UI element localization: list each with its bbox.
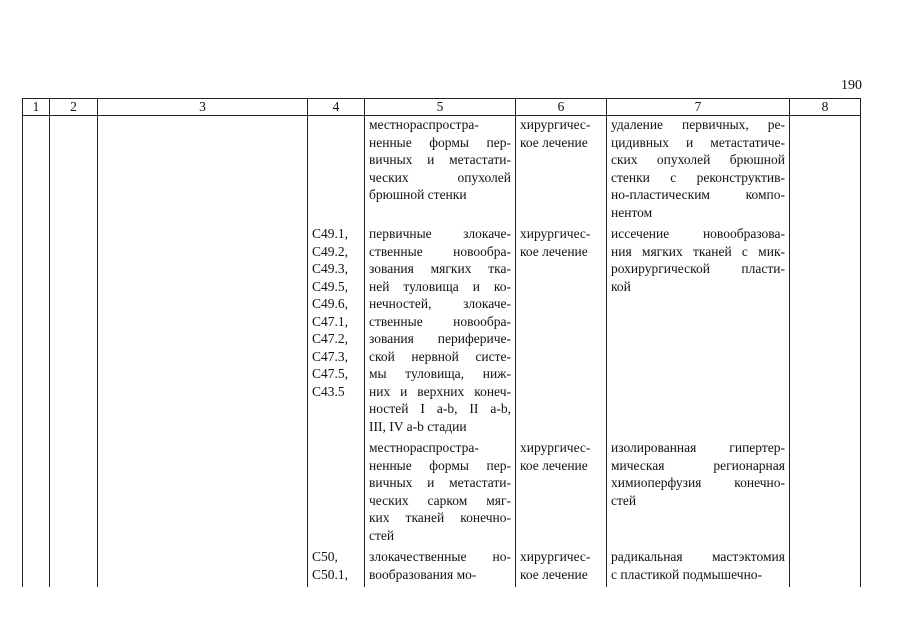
treatment-method-line: ских опухолей брюшной — [611, 152, 785, 167]
condition-description-line: ней туловища и ко- — [369, 278, 511, 294]
column-header-6: 6 — [516, 99, 607, 116]
column-header-2: 2 — [50, 99, 98, 116]
condition-description-line: III, IV a-b стадии — [369, 418, 467, 434]
diagnosis-codes-line: C47.2, — [312, 331, 349, 346]
treatment-method-line: но-пластическим компо- — [611, 187, 785, 202]
empty-cell — [98, 225, 308, 439]
diagnosis-codes-line: C49.6, — [312, 296, 349, 311]
column-header-4: 4 — [308, 99, 365, 116]
diagnosis-codes-line: C47.5, — [312, 366, 349, 381]
treatment-method — [607, 548, 790, 587]
treatment-type-line: хирургичес- — [520, 549, 591, 564]
treatment-method — [607, 439, 790, 548]
condition-description-line: зования мягких тка- — [369, 261, 511, 276]
diagnosis-codes-line: C49.3, — [312, 261, 349, 276]
diagnosis-codes-line: C49.5, — [312, 278, 349, 294]
empty-cell — [790, 439, 861, 548]
condition-description-line: вичных и метастати- — [369, 475, 511, 490]
table-body — [23, 116, 861, 588]
diagnosis-codes — [308, 225, 365, 439]
treatment-method-line: химиоперфузия конечно- — [611, 475, 785, 490]
treatment-method-line: изолированная гипертер- — [611, 440, 785, 455]
condition-description-line: мы туловища, ниж- — [369, 366, 511, 381]
empty-cell — [98, 116, 308, 226]
diagnosis-codes-line: C49.2, — [312, 243, 349, 259]
diagnosis-codes-line: C50.1, — [312, 566, 349, 582]
column-header-5: 5 — [365, 99, 516, 116]
empty-cell — [98, 548, 308, 587]
diagnosis-codes — [308, 548, 365, 587]
column-header-1: 1 — [23, 99, 50, 116]
treatment-method-line: с пластикой подмышечно- — [611, 566, 763, 582]
condition-description-line: ской нервной систе- — [369, 348, 511, 364]
page-number: 190 — [841, 78, 862, 93]
condition-description-line: ственные новообра- — [369, 313, 511, 329]
condition-description-line: ненные формы пер- — [369, 134, 511, 150]
condition-description-line: брюшной стенки — [369, 187, 467, 202]
condition-description-line: местнораспростра- — [369, 117, 479, 132]
table-row — [23, 116, 861, 226]
empty-cell — [50, 225, 98, 439]
treatment-method-line: нентом — [611, 204, 653, 220]
condition-description-line: ственные новообра- — [369, 243, 511, 259]
condition-description-line: них и верхних конеч- — [369, 383, 511, 399]
empty-cell — [50, 548, 98, 587]
empty-cell — [790, 116, 861, 226]
condition-description-line: вообразования мо- — [369, 566, 477, 582]
treatment-type — [516, 548, 607, 587]
treatment-method-line: кой — [611, 278, 631, 294]
condition-description-line: злокачественные но- — [369, 549, 511, 564]
treatment-method-line: стенки с реконструктив- — [611, 169, 785, 185]
condition-description-line: стей — [369, 527, 395, 543]
treatment-method-line: радикальная мастэктомия — [611, 549, 785, 564]
empty-cell — [790, 548, 861, 587]
condition-description-line: зования перифериче- — [369, 331, 511, 346]
diagnosis-codes — [308, 439, 365, 548]
empty-cell — [50, 116, 98, 226]
column-header-3: 3 — [98, 99, 308, 116]
diagnosis-codes-line: C47.3, — [312, 348, 349, 364]
diagnosis-codes — [308, 116, 365, 226]
condition-description-line: ненные формы пер- — [369, 457, 511, 473]
treatment-type — [516, 439, 607, 548]
table-row — [23, 548, 861, 587]
diagnosis-codes-line: C47.1, — [312, 313, 349, 329]
condition-description — [365, 225, 516, 439]
column-header-8: 8 — [790, 99, 861, 116]
treatment-type — [516, 116, 607, 226]
condition-description-line: первичные злокаче- — [369, 226, 511, 241]
treatment-type-line: хирургичес- — [520, 440, 591, 455]
condition-description-line: ческих сарком мяг- — [369, 492, 511, 508]
treatment-method-line: иссечение новообразова- — [611, 226, 785, 241]
empty-cell — [23, 439, 50, 548]
empty-cell — [23, 548, 50, 587]
treatment-method — [607, 116, 790, 226]
condition-description — [365, 548, 516, 587]
treatment-type — [516, 225, 607, 439]
condition-description-line: ческих опухолей — [369, 169, 511, 185]
condition-description-line: ностей I a-b, II a-b, — [369, 401, 511, 416]
treatment-method-line: ния мягких тканей с мик- — [611, 243, 785, 259]
table-row — [23, 439, 861, 548]
column-header-7: 7 — [607, 99, 790, 116]
treatment-method-line: стей — [611, 492, 637, 508]
condition-description — [365, 116, 516, 226]
condition-description-line: местнораспростра- — [369, 440, 479, 455]
treatment-method — [607, 225, 790, 439]
condition-description-line: вичных и метастати- — [369, 152, 511, 167]
treatment-type-line: кое лечение — [520, 566, 588, 582]
condition-description-line: ких тканей конечно- — [369, 510, 511, 525]
diagnosis-codes-line: C49.1, — [312, 226, 349, 241]
empty-cell — [23, 116, 50, 226]
treatment-method-line: цидивных и метастатиче- — [611, 134, 785, 150]
empty-cell — [98, 439, 308, 548]
empty-cell — [23, 225, 50, 439]
table-row — [23, 225, 861, 439]
empty-cell — [50, 439, 98, 548]
treatment-type-line: кое лечение — [520, 243, 588, 259]
treatment-method-line: рохирургической пласти- — [611, 261, 785, 276]
table-header-row — [23, 99, 861, 116]
treatment-method-line: удаление первичных, ре- — [611, 117, 785, 132]
condition-description-line: нечностей, злокаче- — [369, 296, 511, 311]
treatment-type-line: кое лечение — [520, 457, 588, 473]
diagnosis-codes-line: C50, — [312, 549, 338, 564]
treatment-method-line: мическая регионарная — [611, 457, 785, 473]
empty-cell — [790, 225, 861, 439]
treatment-type-line: хирургичес- — [520, 117, 591, 132]
diagnosis-codes-line: C43.5 — [312, 383, 345, 399]
condition-description — [365, 439, 516, 548]
treatment-type-line: хирургичес- — [520, 226, 591, 241]
medical-table — [22, 98, 861, 587]
treatment-type-line: кое лечение — [520, 134, 588, 150]
